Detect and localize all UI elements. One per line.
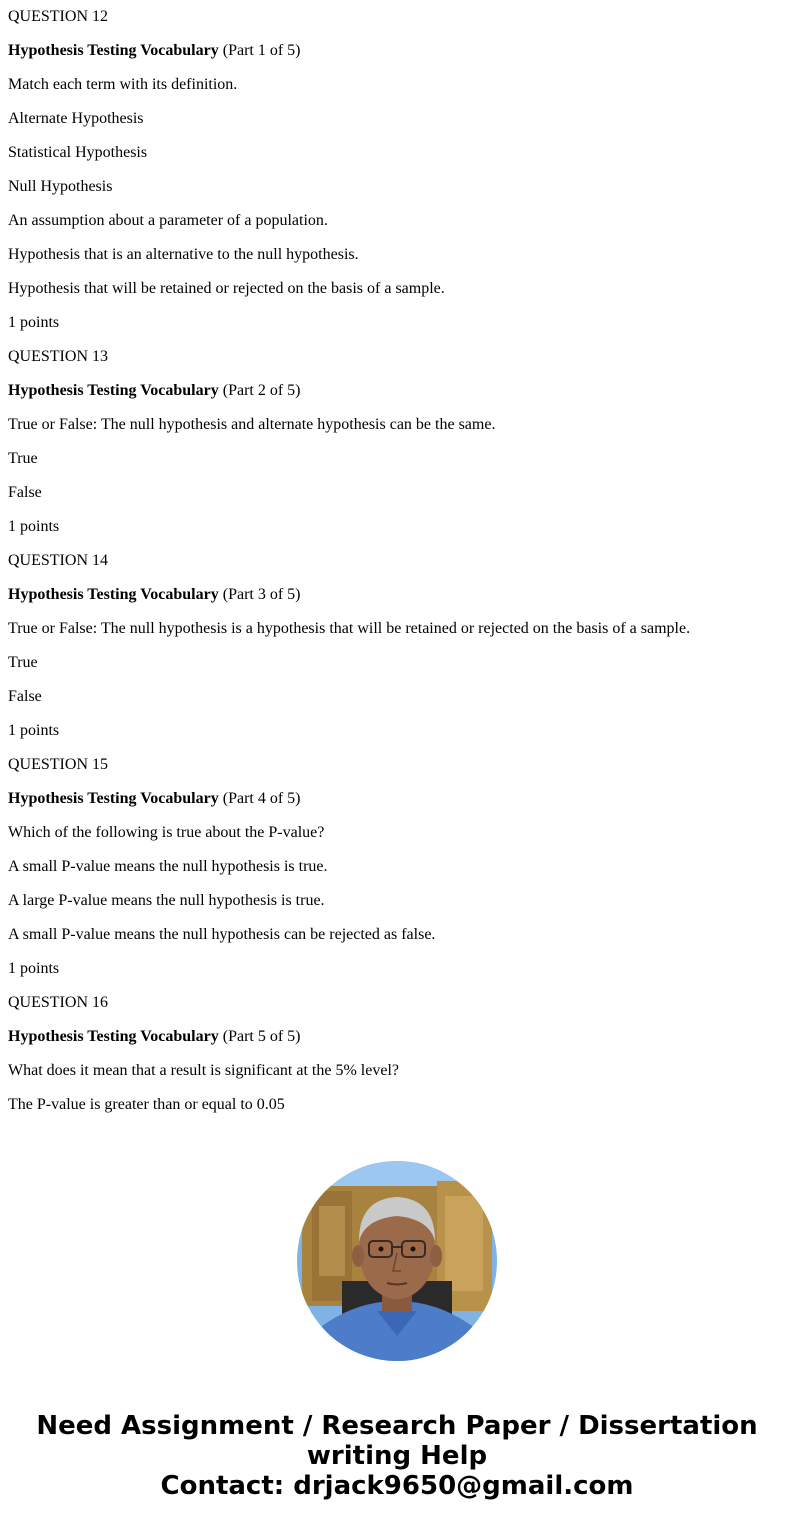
question-title-bold: Hypothesis Testing Vocabulary (8, 382, 219, 399)
question-title-part: (Part 1 of 5) (218, 42, 301, 59)
question-points: 1 points (8, 518, 60, 535)
question-header: QUESTION 14 (8, 552, 108, 569)
answer-option[interactable]: False (8, 688, 42, 705)
answer-option[interactable]: A small P-value means the null hypothesis is true. (8, 858, 328, 875)
avatar (297, 1161, 497, 1361)
question-points: 1 points (8, 960, 60, 977)
question-header: QUESTION 16 (8, 994, 108, 1011)
question-title-part: (Part 4 of 5) (218, 790, 301, 807)
question-title (8, 790, 786, 808)
question-prompt: Match each term with its definition. (8, 76, 238, 93)
question-points: 1 points (8, 314, 60, 331)
answer-option[interactable]: Hypothesis that is an alternative to the null hypothesis. (8, 246, 359, 263)
question-title-bold: Hypothesis Testing Vocabulary (8, 1028, 219, 1045)
question-title (8, 42, 786, 60)
question-title-bold: Hypothesis Testing Vocabulary (8, 42, 219, 59)
answer-option[interactable]: True (8, 450, 38, 467)
answer-option[interactable]: Hypothesis that will be retained or rejected on the basis of a sample. (8, 280, 445, 297)
question-title-bold: Hypothesis Testing Vocabulary (8, 586, 219, 603)
answer-option[interactable]: True (8, 654, 38, 671)
answer-option[interactable]: The P-value is greater than or equal to 0.05 (8, 1096, 285, 1113)
question-block (8, 348, 786, 536)
question-title-bold: Hypothesis Testing Vocabulary (8, 790, 219, 807)
promo-banner (0, 1411, 794, 1501)
question-title (8, 1028, 786, 1046)
question-title (8, 382, 786, 400)
promo-line: writing Help (306, 1441, 488, 1471)
answer-option[interactable]: False (8, 484, 42, 501)
question-prompt: True or False: The null hypothesis and alternate hypothesis can be the same. (8, 416, 496, 433)
question-points: 1 points (8, 722, 60, 739)
answer-option[interactable]: Statistical Hypothesis (8, 144, 148, 161)
answer-option[interactable]: Null Hypothesis (8, 178, 113, 195)
question-header: QUESTION 15 (8, 756, 108, 773)
question-block (8, 994, 786, 1114)
question-prompt: True or False: The null hypothesis is a hypothesis that will be retained or rejected on the basis of a sample. (8, 620, 691, 637)
answer-option[interactable]: An assumption about a parameter of a population. (8, 212, 328, 229)
question-block (8, 8, 786, 332)
question-title-part: (Part 3 of 5) (218, 586, 301, 603)
question-title (8, 586, 786, 604)
promo-contact: Contact: drjack9650@gmail.com (160, 1471, 634, 1501)
answer-option[interactable]: A small P-value means the null hypothesis can be rejected as false. (8, 926, 436, 943)
promo-line: Need Assignment / Research Paper / Dissertation (36, 1411, 758, 1441)
question-header: QUESTION 12 (8, 8, 108, 25)
avatar-portrait (297, 1161, 497, 1361)
question-list (0, 8, 794, 1114)
question-title-part: (Part 2 of 5) (218, 382, 301, 399)
question-header: QUESTION 13 (8, 348, 108, 365)
question-block (8, 552, 786, 740)
answer-option[interactable]: A large P-value means the null hypothesis is true. (8, 892, 325, 909)
question-prompt: What does it mean that a result is significant at the 5% level? (8, 1062, 399, 1079)
question-title-part: (Part 5 of 5) (218, 1028, 301, 1045)
question-block (8, 756, 786, 978)
answer-option[interactable]: Alternate Hypothesis (8, 110, 144, 127)
question-prompt: Which of the following is true about the P-value? (8, 824, 325, 841)
